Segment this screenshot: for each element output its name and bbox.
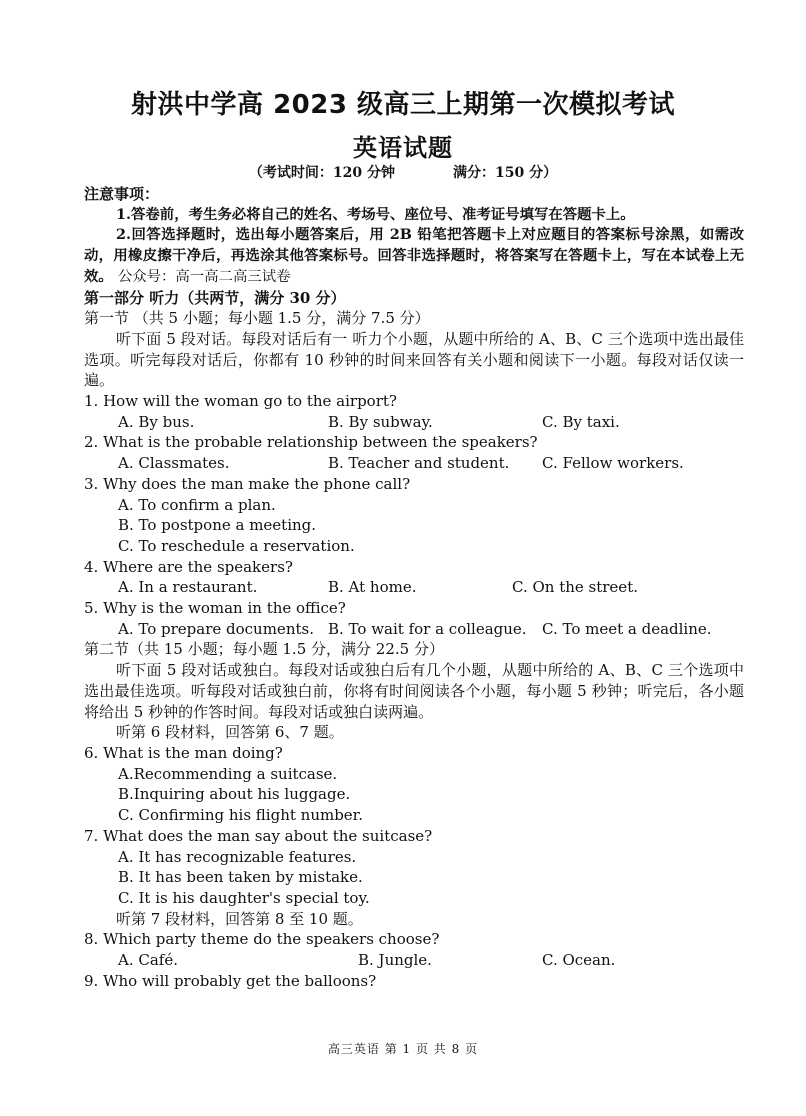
section2-heading: 第二节（共 15 小题；每小题 1.5 分，满分 22.5 分） xyxy=(84,640,444,659)
section1-instructions: 听下面 5 段对话。每段对话后有一 听力个小题，从题中所给的 A、B、C 三个选项中选出最佳选项。听完每段对话后，你都有 10 秒钟的时间来回答有关小题和阅读下一小题。每段对话仅读一遍。 xyxy=(84,329,744,390)
question-8-option-c: C. Ocean. xyxy=(542,951,616,970)
question-8-option-a: A. Café. xyxy=(118,951,178,970)
question-1-options xyxy=(84,412,744,433)
notice-item-1: 1.答卷前，考生务必将自己的姓名、考场号、座位号、准考证号填写在答题卡上。 xyxy=(116,205,635,223)
section2-instructions: 听下面 5 段对话或独白。每段对话或独白后有几个小题，从题中所给的 A、B、C 三个选项中选出最佳选项。听每段对话或独白前，你将有时间阅读各个小题，每小题 5 秒钟；听完后，各小题将给出 5 秒钟的作答时间。每段对话或独白读两遍。 xyxy=(84,661,744,721)
question-2-stem: 2. What is the probable relationship between the speakers? xyxy=(84,433,538,452)
question-7-option-b: B. It has been taken by mistake. xyxy=(118,868,363,887)
question-3-option-b: B. To postpone a meeting. xyxy=(118,516,317,535)
question-7-stem: 7. What does the man say about the suitcase? xyxy=(84,826,433,845)
question-9-stem: 9. Who will probably get the balloons? xyxy=(84,971,377,990)
exam-body xyxy=(84,184,744,991)
question-1-option-c: C. By taxi. xyxy=(542,412,620,431)
question-2-option-c: C. Fellow workers. xyxy=(542,454,684,473)
question-3-option-a: A. To confirm a plan. xyxy=(118,495,276,514)
question-4-option-c: C. On the street. xyxy=(512,578,638,597)
exam-title: 射洪中学高 2023 级高三上期第一次模拟考试 xyxy=(131,90,675,120)
question-4-stem: 4. Where are the speakers? xyxy=(84,557,293,576)
question-6-option-b: B.Inquiring about his luggage. xyxy=(118,785,351,804)
notice-item-2-text: 2.回答选择题时，选出每小题答案后，用 2B 铅笔把答题卡上对应题目的答案标号涂黑，如需改动，用橡皮擦干净后，再选涂其他答案标号。回答非选择题时，将答案写在答题卡上，写在本试卷上无效。 xyxy=(84,226,744,285)
question-8-stem: 8. Which party theme do the speakers choose? xyxy=(84,930,440,949)
subject-title: 英语试题 xyxy=(353,134,453,162)
question-2-options xyxy=(84,453,744,474)
question-6-option-a: A.Recommending a suitcase. xyxy=(118,764,338,783)
notice-heading: 注意事项： xyxy=(84,185,160,203)
question-7-option-c: C. It is his daughter's special toy. xyxy=(118,888,370,907)
question-4-option-a: A. In a restaurant. xyxy=(118,578,258,597)
page-footer: 高三英语 第 1 页 共 8 页 xyxy=(327,1042,479,1056)
question-5-option-c: C. To meet a deadline. xyxy=(542,619,712,638)
question-1-option-b: B. By subway. xyxy=(328,412,433,431)
section1-heading: 第一节 （共 5 小题；每小题 1.5 分，满分 7.5 分） xyxy=(84,309,430,328)
question-2-option-a: A. Classmates. xyxy=(118,454,230,473)
notice-note: 公众号：高一高二高三试卷 xyxy=(117,268,291,285)
question-4-option-b: B. At home. xyxy=(328,578,417,597)
question-6-option-c: C. Confirming his flight number. xyxy=(118,806,363,825)
question-3-option-c: C. To reschedule a reservation. xyxy=(118,536,355,555)
question-2-option-b: B. Teacher and student. xyxy=(328,454,510,473)
exam-full-score: 满分：150 分） xyxy=(453,165,558,181)
question-5-stem: 5. Why is the woman in the office? xyxy=(84,599,346,618)
question-4-options xyxy=(84,577,744,598)
notice-item-2 xyxy=(84,225,744,287)
question-8-option-b: B. Jungle. xyxy=(358,951,432,970)
question-3-stem: 3. Why does the man make the phone call? xyxy=(84,474,411,493)
question-6-stem: 6. What is the man doing? xyxy=(84,743,283,762)
part1-heading: 第一部分 听力（共两节，满分 30 分） xyxy=(84,288,346,307)
question-5-option-a: A. To prepare documents. xyxy=(118,619,314,638)
question-7-option-a: A. It has recognizable features. xyxy=(118,847,357,866)
question-5-option-b: B. To wait for a colleague. xyxy=(328,619,527,638)
exam-meta xyxy=(0,162,806,182)
material-6-note: 听第 6 段材料，回答第 6、7 题。 xyxy=(116,723,344,742)
material-7-note: 听第 7 段材料，回答第 8 至 10 题。 xyxy=(116,909,363,928)
question-1-stem: 1. How will the woman go to the airport? xyxy=(84,392,397,411)
exam-time: （考试时间：120 分钟 xyxy=(248,165,395,181)
question-1-option-a: A. By bus. xyxy=(118,412,195,431)
question-8-options xyxy=(84,950,744,971)
question-5-options xyxy=(84,619,744,640)
